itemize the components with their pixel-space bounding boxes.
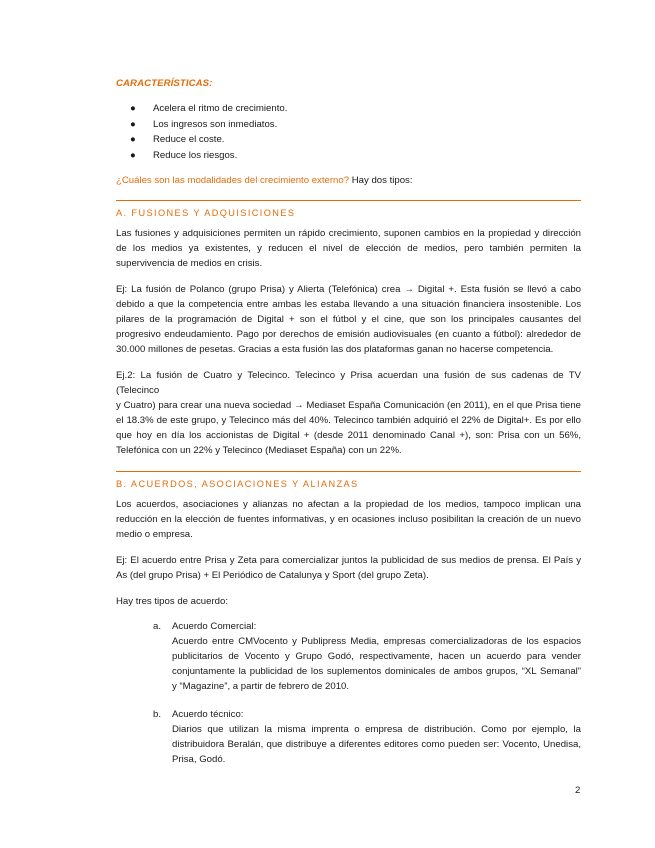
caracteristicas-title: CARACTERÍSTICAS:: [116, 78, 213, 89]
bullet-icon: ●: [130, 134, 136, 145]
bullet-icon: ●: [130, 149, 136, 161]
section-a-header: [116, 200, 581, 220]
list-item: ● Los ingresos son inmediatos.: [116, 117, 581, 133]
acuerdo-title: Acuerdo técnico:: [172, 709, 244, 720]
list-item: ● Reduce el coste.: [116, 132, 581, 148]
acuerdos-list: [116, 619, 581, 767]
section-a-title: A. FUSIONES Y ADQUISICIONES: [116, 208, 296, 218]
tipos-acuerdo: Hay tres tipos de acuerdo:: [116, 596, 228, 607]
list-marker: b.: [153, 709, 162, 720]
bullet-icon: ●: [130, 118, 136, 130]
section-a-intro: Las fusiones y adquisiciones permiten un rápido crecimiento, suponen cambios en la propiedad y dirección de los medios ya existentes, y reducen el nivel de elección de medios, pero también permiten la supervivencia de medios en crisis.: [116, 228, 581, 269]
bullet-icon: ●: [130, 103, 136, 114]
list-item: ● Reduce los riesgos.: [116, 148, 581, 164]
section-b-intro: Los acuerdos, asociaciones y alianzas no afectan a la propiedad de los medios, tampoco implican una reducción en la elección de fuentes informativas, y en ocasiones incluso posibilitan la creación de un nuevo medio o empresa.: [116, 499, 581, 540]
page-content: [116, 76, 581, 767]
section-a-example-1: Ej: La fusión de Polanco (grupo Prisa) y Alierta (Telefónica) crea → Digital +. Esta fusión se llevó a cabo debido a que la competencia entre ambas les estaba llevando a una situación financiera insostenible. Los pilares de la programación de Digital + son el fútbol y el cine, que son los principales causantes del progresivo endeudamiento. Pago por derechos de emisión audiovisuales (en cuanto a fútbol): alrededor de 30.000 millones de pesetas. Gracias a esta fusión las dos plataformas ganan no hacerse competencia.: [116, 284, 581, 355]
page-number: 2: [575, 785, 581, 796]
list-item: ● Acelera el ritmo de crecimiento.: [116, 101, 581, 117]
acuerdo-title: Acuerdo Comercial:: [172, 621, 257, 632]
section-b-header: [116, 471, 581, 491]
section-b-title: B. ACUERDOS, ASOCIACIONES Y ALIANZAS: [116, 479, 359, 489]
modalidades-question: ¿Cuáles son las modalidades del crecimiento externo? Hay dos tipos:: [116, 175, 413, 186]
list-item: a. Acuerdo Comercial: Acuerdo entre CMVocento y Publipress Media, empresas comercializadoras de los espacios publicitarios de Vocento y Grupo Godó, respectivamente, hacen un acuerdo para vender conjuntamente la publicidad de los suplementos dominicales de ambos grupos, “XL Semanal” y “Magazine”, a partir de febrero de 2010.: [153, 621, 581, 692]
section-a-example-2: Ej.2: La fusión de Cuatro y Telecinco. Telecinco y Prisa acuerdan una fusión de sus cadenas de TV (Telecinco y Cuatro) para crear una nueva sociedad → Mediaset España Comunicación (en 2011), en el que Prisa tiene el 18.3% de este grupo, y Telecinco más del 40%. Telecinco también adquirió el 22% de Digital+. Es por ello que hoy en día los accionistas de Digital + (desde 2011 denominado Canal +), son: Prisa con un 56%, Telefónica con un 22% y Telecinco (Mediaset España) con un 22%.: [116, 370, 581, 456]
list-marker: a.: [153, 621, 162, 632]
caracteristicas-list: [116, 101, 581, 163]
section-b-example: Ej: El acuerdo entre Prisa y Zeta para comercializar juntos la publicidad de sus medios de prensa. El País y As (del grupo Prisa) + El Periódico de Catalunya y Sport (del grupo Zeta).: [116, 555, 581, 581]
list-item: b. Acuerdo técnico: Diarios que utilizan la misma imprenta o empresa de distribución. Como por ejemplo, la distribuidora Beralán, que distribuye a diferentes editores como pueden ser: Vocento, Unedisa, Prisa, Godó.: [153, 709, 581, 765]
